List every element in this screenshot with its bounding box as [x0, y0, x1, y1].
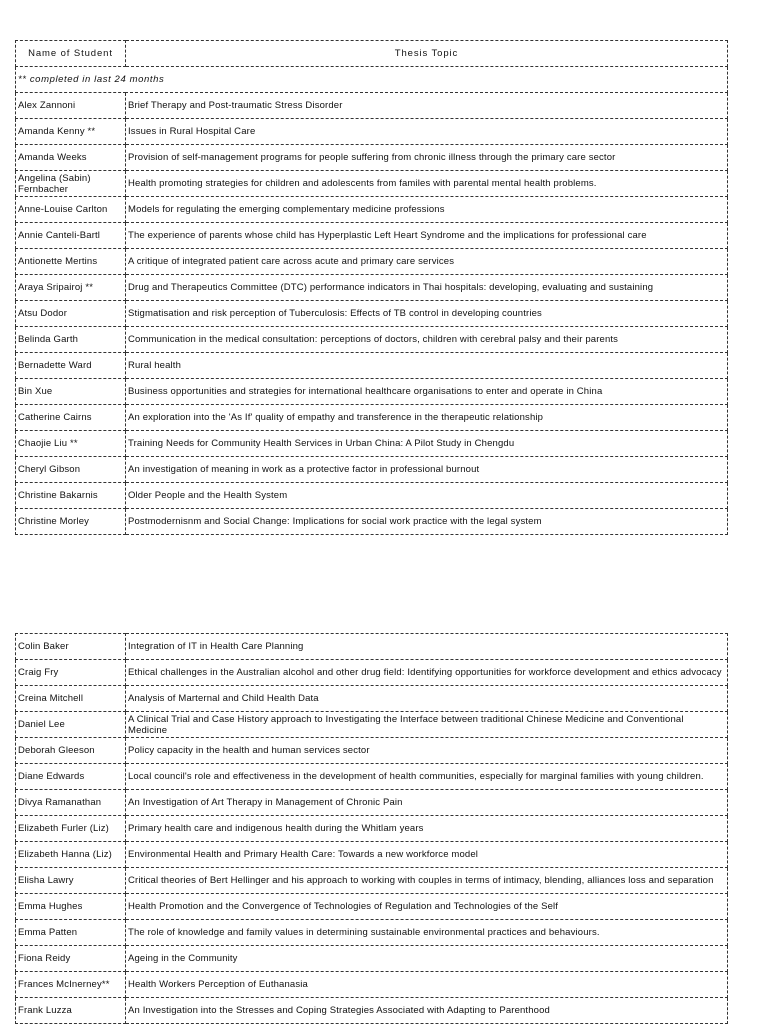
thesis-topic: Environmental Health and Primary Health Care: Towards a new workforce model	[126, 842, 728, 868]
thesis-topic: Health Promotion and the Convergence of Technologies of Regulation and Technologies of the Self	[126, 894, 728, 920]
student-name: Anne-Louise Carlton	[16, 197, 126, 223]
student-name: Bernadette Ward	[16, 353, 126, 379]
thesis-topic: Communication in the medical consultation: perceptions of doctors, children with cerebral palsy and their parents	[126, 327, 728, 353]
student-name: Elisha Lawry	[16, 868, 126, 894]
table-row	[16, 816, 728, 842]
table-row	[16, 249, 728, 275]
student-name: Frank Luzza	[16, 998, 126, 1024]
table-row	[16, 431, 728, 457]
student-name: Craig Fry	[16, 660, 126, 686]
table-row	[16, 738, 728, 764]
student-name: Catherine Cairns	[16, 405, 126, 431]
name-column-header: Name of Student	[16, 41, 126, 67]
thesis-topic: Brief Therapy and Post-traumatic Stress Disorder	[126, 93, 728, 119]
thesis-topic: An Investigation of Art Therapy in Management of Chronic Pain	[126, 790, 728, 816]
table-row	[16, 842, 728, 868]
table-row	[16, 353, 728, 379]
table-row	[16, 764, 728, 790]
student-name: Elizabeth Hanna (Liz)	[16, 842, 126, 868]
thesis-topic: The experience of parents whose child has Hyperplastic Left Heart Syndrome and the implications for professional care	[126, 223, 728, 249]
thesis-topic: Training Needs for Community Health Services in Urban China: A Pilot Study in Chengdu	[126, 431, 728, 457]
thesis-topic: Ethical challenges in the Australian alcohol and other drug field: Identifying opportunities for workforce development and ethics advocacy	[126, 660, 728, 686]
thesis-topic: Older People and the Health System	[126, 483, 728, 509]
table-row	[16, 119, 728, 145]
thesis-topic: Postmodernisnm and Social Change: Implications for social work practice with the legal system	[126, 509, 728, 535]
student-name: Angelina (Sabin) Fernbacher	[16, 171, 126, 197]
thesis-topic: Provision of self-management programs for people suffering from chronic illness through the primary care sector	[126, 145, 728, 171]
thesis-topic: Business opportunities and strategies for international healthcare organisations to enter and operate in China	[126, 379, 728, 405]
thesis-topic: Analysis of Marternal and Child Health Data	[126, 686, 728, 712]
student-name: Emma Patten	[16, 920, 126, 946]
table-row	[16, 197, 728, 223]
thesis-topic: An Investigation into the Stresses and Coping Strategies Associated with Adapting to Parenthood	[126, 998, 728, 1024]
table-row	[16, 145, 728, 171]
table-row	[16, 686, 728, 712]
thesis-topic: Issues in Rural Hospital Care	[126, 119, 728, 145]
student-name: Colin Baker	[16, 634, 126, 660]
student-name: Christine Morley	[16, 509, 126, 535]
table-row	[16, 457, 728, 483]
table-row	[16, 509, 728, 535]
student-name: Chaojie Liu **	[16, 431, 126, 457]
student-name: Cheryl Gibson	[16, 457, 126, 483]
table-row	[16, 946, 728, 972]
student-name: Amanda Kenny **	[16, 119, 126, 145]
thesis-topic: Critical theories of Bert Hellinger and his approach to working with couples in terms of intimacy, blending, alliances loss and separation	[126, 868, 728, 894]
table-row	[16, 379, 728, 405]
student-name: Daniel Lee	[16, 712, 126, 738]
completion-note: ** completed in last 24 months	[16, 67, 728, 93]
table2-body	[16, 634, 728, 1024]
thesis-topic: A critique of integrated patient care across acute and primary care services	[126, 249, 728, 275]
student-name: Emma Hughes	[16, 894, 126, 920]
thesis-topic: An investigation of meaning in work as a protective factor in professional burnout	[126, 457, 728, 483]
student-name: Araya Sripairoj **	[16, 275, 126, 301]
table-row	[16, 275, 728, 301]
student-name: Annie Canteli-Bartl	[16, 223, 126, 249]
thesis-topic: Rural health	[126, 353, 728, 379]
student-name: Alex Zannoni	[16, 93, 126, 119]
table-row	[16, 327, 728, 353]
student-name: Deborah Gleeson	[16, 738, 126, 764]
thesis-topic: Primary health care and indigenous health during the Whitlam years	[126, 816, 728, 842]
table-row	[16, 712, 728, 738]
table-row	[16, 93, 728, 119]
table-row	[16, 301, 728, 327]
table1-body	[16, 41, 728, 535]
student-name: Creina Mitchell	[16, 686, 126, 712]
student-name: Frances McInerney**	[16, 972, 126, 998]
table-row	[16, 405, 728, 431]
student-name: Amanda Weeks	[16, 145, 126, 171]
table-row	[16, 868, 728, 894]
student-name: Fiona Reidy	[16, 946, 126, 972]
thesis-topic: An exploration into the 'As If' quality of empathy and transference in the therapeutic relationship	[126, 405, 728, 431]
thesis-topic: Local council's role and effectiveness in the development of health communities, especially for marginal families with young children.	[126, 764, 728, 790]
thesis-topic: Health Workers Perception of Euthanasia	[126, 972, 728, 998]
table-row	[16, 483, 728, 509]
table-row	[16, 171, 728, 197]
student-name: Divya Ramanathan	[16, 790, 126, 816]
table-row	[16, 634, 728, 660]
thesis-topic: Policy capacity in the health and human services sector	[126, 738, 728, 764]
student-name: Atsu Dodor	[16, 301, 126, 327]
thesis-topic: Models for regulating the emerging complementary medicine professions	[126, 197, 728, 223]
table-row	[16, 998, 728, 1024]
table-row	[16, 972, 728, 998]
thesis-topic: Health promoting strategies for children and adolescents from familes with parental mental health problems.	[126, 171, 728, 197]
student-name: Belinda Garth	[16, 327, 126, 353]
thesis-topic: Integration of IT in Health Care Planning	[126, 634, 728, 660]
table-row	[16, 920, 728, 946]
thesis-table-1	[15, 40, 728, 535]
table-row	[16, 660, 728, 686]
thesis-topic: A Clinical Trial and Case History approach to Investigating the Interface between traditional Chinese Medicine and Conventional Medicine	[126, 712, 728, 738]
student-name: Christine Bakarnis	[16, 483, 126, 509]
student-name: Diane Edwards	[16, 764, 126, 790]
thesis-table-2	[15, 633, 728, 1024]
table-header-row	[16, 41, 728, 67]
note-row	[16, 67, 728, 93]
student-name: Elizabeth Furler (Liz)	[16, 816, 126, 842]
thesis-topic: Ageing in the Community	[126, 946, 728, 972]
thesis-topic: Stigmatisation and risk perception of Tuberculosis: Effects of TB control in developing countries	[126, 301, 728, 327]
thesis-topic: Drug and Therapeutics Committee (DTC) performance indicators in Thai hospitals: developing, evaluating and sustaining	[126, 275, 728, 301]
thesis-topic: The role of knowledge and family values in determining sustainable environmental practices and behaviours.	[126, 920, 728, 946]
topic-column-header: Thesis Topic	[126, 41, 728, 67]
table-row	[16, 790, 728, 816]
table-row	[16, 894, 728, 920]
student-name: Antionette Mertins	[16, 249, 126, 275]
student-name: Bin Xue	[16, 379, 126, 405]
table-row	[16, 223, 728, 249]
